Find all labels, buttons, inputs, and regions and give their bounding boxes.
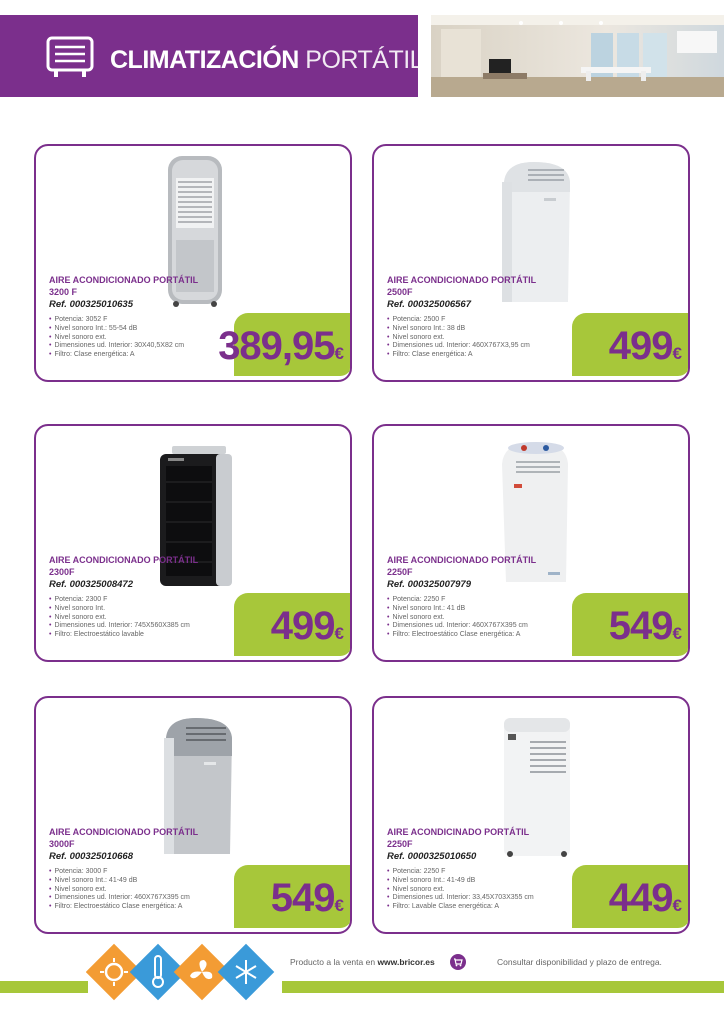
- spec-item: • Filtro: Clase energética: A: [49, 351, 239, 360]
- spec-item: • Potencia: 2500 F: [387, 316, 577, 325]
- spec-list: [387, 596, 577, 640]
- spec-item: • Nivel sonoro ext.: [387, 614, 577, 623]
- product-ref: Ref. 000325010635: [49, 299, 133, 310]
- spec-item: • Nivel sonoro Int.: 41-49 dB: [387, 877, 577, 886]
- spec-item: • Dimensiones ud. Interior: 460X767X3,95 cm: [387, 342, 577, 351]
- spec-item: • Nivel sonoro ext.: [387, 886, 577, 895]
- spec-item: • Dimensiones ud. Interior: 33,45X703X355 cm: [387, 894, 577, 903]
- product-card[interactable]: [34, 696, 352, 934]
- product-name: AIRE ACONDICIONADO PORTÁTIL 2500F: [387, 275, 537, 297]
- spec-item: • Dimensiones ud. Interior: 460X767X395 cm: [387, 622, 577, 631]
- price-tag: [609, 603, 682, 657]
- page-title: [110, 46, 423, 75]
- spec-item: • Nivel sonoro ext.: [49, 614, 239, 623]
- spec-item: • Filtro: Electroestático Clase energética: A: [49, 903, 239, 912]
- product-name: AIRE ACONDICIONADO PORTÁTIL 2250F: [387, 555, 537, 577]
- spec-item: • Potencia: 3000 F: [49, 868, 239, 877]
- product-ref: Ref. 000325007979: [387, 579, 471, 590]
- spec-item: • Nivel sonoro ext.: [49, 334, 239, 343]
- product-card[interactable]: [372, 144, 690, 382]
- air-conditioner-icon: [46, 36, 94, 80]
- currency-symbol: €: [672, 344, 682, 363]
- spec-item: • Filtro: Electroestático Clase energética: A: [387, 631, 577, 640]
- cart-icon: [450, 954, 466, 970]
- currency-symbol: €: [334, 344, 344, 363]
- spec-item: • Dimensiones ud. Interior: 460X767X395 cm: [49, 894, 239, 903]
- product-card[interactable]: [372, 696, 690, 934]
- currency-symbol: €: [672, 624, 682, 643]
- spec-list: [49, 596, 239, 640]
- price-value: 549: [270, 876, 335, 920]
- product-card[interactable]: [34, 424, 352, 662]
- price-tag: [609, 323, 682, 377]
- page-title-light: PORTÁTIL: [305, 46, 424, 74]
- spec-list: [49, 316, 239, 360]
- product-name: AIRE ACONDICIONADO PORTÁTIL 2300F: [49, 555, 199, 577]
- price-box: [572, 865, 690, 928]
- spec-item: • Nivel sonoro ext.: [387, 334, 577, 343]
- spec-item: • Filtro: Lavable Clase energética: A: [387, 903, 577, 912]
- spec-item: • Dimensiones ud. Interior: 745X560X385 cm: [49, 622, 239, 631]
- footer-availability: Consultar disponibilidad y plazo de entrega.: [497, 957, 662, 967]
- page-title-bold: CLIMATIZACIÓN: [110, 46, 299, 74]
- spec-item: • Filtro: Clase energética: A: [387, 351, 577, 360]
- price-box: [234, 593, 352, 656]
- spec-item: • Nivel sonoro ext.: [49, 886, 239, 895]
- product-ref: Ref. 0000325010650: [387, 851, 477, 862]
- price-tag: [218, 323, 344, 377]
- spec-item: • Nivel sonoro Int.: 38 dB: [387, 325, 577, 334]
- footer-site-link[interactable]: www.bricor.es: [377, 957, 435, 967]
- price-tag: [609, 875, 682, 929]
- footer-accent-bar: [282, 981, 724, 993]
- currency-symbol: €: [334, 624, 344, 643]
- spec-item: • Potencia: 2300 F: [49, 596, 239, 605]
- currency-symbol: €: [672, 896, 682, 915]
- footer-sale-text: [290, 957, 435, 967]
- product-card[interactable]: [372, 424, 690, 662]
- price-tag: [271, 603, 344, 657]
- price-box: [234, 865, 352, 928]
- price-value: 499: [608, 324, 673, 368]
- product-name: AIRE ACONDICIONADO PORTÁTIL 3000F: [49, 827, 199, 849]
- spec-item: • Dimensiones ud. Interior: 30X40,5X82 cm: [49, 342, 239, 351]
- climate-icons: [86, 940, 276, 1006]
- product-ref: Ref. 000325010668: [49, 851, 133, 862]
- spec-list: [387, 316, 577, 360]
- price-box: [218, 313, 352, 376]
- product-name: AIRE ACONDICIONADO PORTÁTIL 3200 F: [49, 275, 199, 297]
- spec-item: • Potencia: 2250 F: [387, 596, 577, 605]
- spec-list: [387, 868, 577, 912]
- snowflake-icon: [218, 944, 275, 1001]
- product-name: AIRE ACONDICINADO PORTÁTIL 2250F: [387, 827, 530, 849]
- spec-item: • Filtro: Electroestático lavable: [49, 631, 239, 640]
- spec-item: • Nivel sonoro Int.: 55-54 dB: [49, 325, 239, 334]
- price-box: [572, 593, 690, 656]
- spec-item: • Nivel sonoro Int.: [49, 605, 239, 614]
- price-value: 449: [608, 876, 673, 920]
- product-ref: Ref. 000325006567: [387, 299, 471, 310]
- price-value: 389,95: [218, 324, 335, 368]
- product-ref: Ref. 000325008472: [49, 579, 133, 590]
- footer-sale-prefix: Producto a la venta en: [290, 957, 376, 967]
- spec-item: • Nivel sonoro Int.: 41-49 dB: [49, 877, 239, 886]
- living-room-photo: [431, 15, 724, 97]
- price-tag: [271, 875, 344, 929]
- price-value: 499: [270, 604, 335, 648]
- currency-symbol: €: [334, 896, 344, 915]
- product-card[interactable]: [34, 144, 352, 382]
- spec-item: • Nivel sonoro Int.: 41 dB: [387, 605, 577, 614]
- price-box: [572, 313, 690, 376]
- spec-item: • Potencia: 3052 F: [49, 316, 239, 325]
- spec-list: [49, 868, 239, 912]
- price-value: 549: [608, 604, 673, 648]
- footer-accent-bar-left: [0, 981, 88, 993]
- spec-item: • Potencia: 2250 F: [387, 868, 577, 877]
